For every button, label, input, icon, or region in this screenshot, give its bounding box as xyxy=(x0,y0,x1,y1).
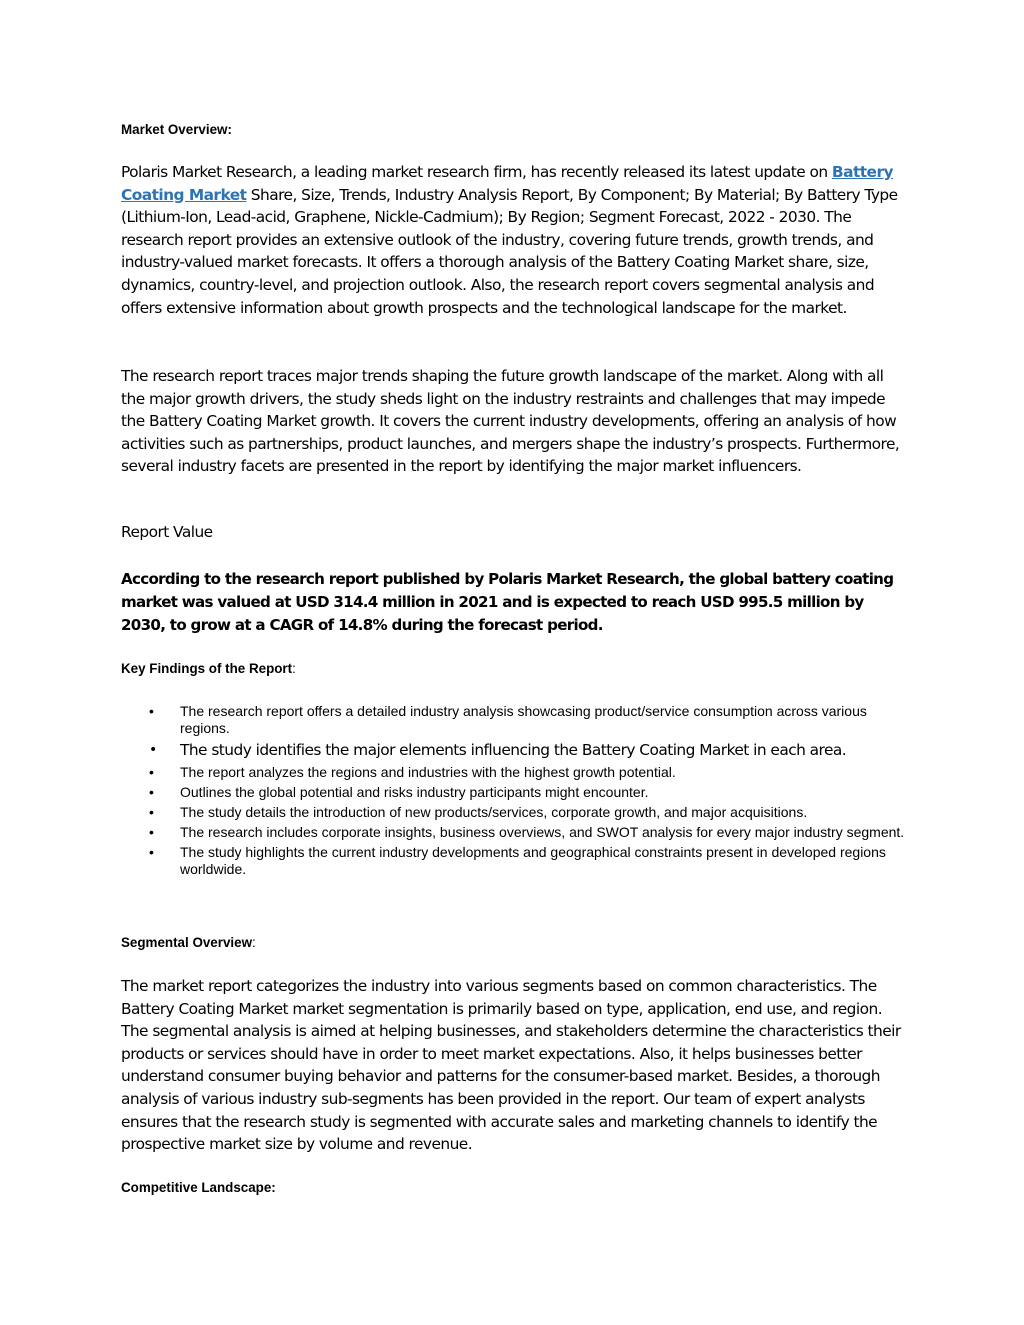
battery-coating-market-link[interactable]: Battery Coating Market xyxy=(121,163,893,204)
key-finding-text: The research includes corporate insights, business overviews, and SWOT analysis for every major industry segment. xyxy=(180,824,905,840)
segmental-overview-heading-text: Segmental Overview xyxy=(121,935,252,950)
key-findings-heading-text: Key Findings of the Report xyxy=(121,661,293,676)
key-finding-text: The report analyzes the regions and industries with the highest growth potential. xyxy=(180,764,676,780)
bullet-icon: • xyxy=(149,764,154,780)
key-finding-item xyxy=(121,784,911,801)
market-overview-heading: Market Overview: xyxy=(121,122,232,137)
key-finding-text: Outlines the global potential and risks industry participants might encounter. xyxy=(180,784,649,800)
key-finding-text: The study details the introduction of new products/services, corporate growth, and major acquisitions. xyxy=(180,804,808,820)
report-value-heading: Report Value xyxy=(121,523,213,541)
competitive-landscape-heading: Competitive Landscape: xyxy=(121,1180,276,1195)
key-finding-text: The study identifies the major elements influencing the Battery Coating Market in each area. xyxy=(180,741,847,759)
bullet-icon: • xyxy=(149,703,154,719)
market-overview-paragraph-1 xyxy=(121,161,911,319)
report-value-statement: According to the research report published by Polaris Market Research, the global battery coating market was valued at USD 314.4 million in 2021 and is expected to reach USD 995.5 million by 2030, to grow at a CAGR of 14.8% during the forecast period. xyxy=(121,570,894,634)
key-finding-text: The study highlights the current industry developments and geographical constraints present in developed regions worldwide. xyxy=(180,844,886,877)
key-finding-item xyxy=(121,703,911,737)
bullet-icon: • xyxy=(149,844,154,860)
segmental-overview-heading-colon: : xyxy=(252,935,256,950)
key-finding-item xyxy=(121,844,911,878)
segmental-overview-heading xyxy=(121,935,256,950)
key-findings-heading xyxy=(121,661,296,676)
para1-text-after-link: Share, Size, Trends, Industry Analysis Report, By Component; By Material; By Battery Type (Lithium-Ion, Lead-acid, Graphene, Nickle-Cadmium); By Region; Segment Forecast, 2022 - 2030. The research report provides an extensive outlook of the industry, covering future trends, growth trends, and industry-valued market forecasts. It offers a thorough analysis of the Battery Coating Market share, size, dynamics, country-level, and projection outlook. Also, the research report covers segmental analysis and offers extensive information about growth prospects and the technological landscape for the market. xyxy=(121,185,898,317)
key-findings-list xyxy=(121,703,911,881)
market-overview-paragraph-2: The research report traces major trends shaping the future growth landscape of the market. Along with all the major growth drivers, the study sheds light on the industry restraints and challenges that may impede the Battery Coating Market growth. It covers the current industry developments, offering an analysis of how activities such as partnerships, product launches, and mergers shape the industry’s prospects. Furthermore, several industry facets are presented in the report by identifying the major market influencers. xyxy=(121,367,900,476)
bullet-icon: • xyxy=(149,824,154,840)
bullet-icon: • xyxy=(149,804,154,820)
bullet-icon: • xyxy=(149,742,157,758)
para1-text-before-link: Polaris Market Research, a leading market research firm, has recently released its latest update on xyxy=(121,163,832,181)
bullet-icon: • xyxy=(149,784,154,800)
segmental-overview-paragraph: The market report categorizes the industry into various segments based on common characteristics. The Battery Coating Market market segmentation is primarily based on type, application, end use, and region. The segmental analysis is aimed at helping businesses, and stakeholders determine the characteristics their products or services should have in order to meet market expectations. Also, it helps businesses better understand consumer buying behavior and patterns for the consumer-based market. Besides, a thorough analysis of various industry sub-segments has been provided in the report. Our team of expert analysts ensures that the research study is segmented with accurate sales and marketing channels to identify the prospective market size by volume and revenue. xyxy=(121,977,901,1154)
key-findings-heading-colon: : xyxy=(292,661,296,676)
key-finding-item xyxy=(121,824,911,841)
key-finding-item xyxy=(121,804,911,821)
key-finding-text: The research report offers a detailed industry analysis showcasing product/service consumption across various regions. xyxy=(180,703,867,736)
key-finding-item xyxy=(121,740,911,761)
key-finding-item xyxy=(121,764,911,781)
